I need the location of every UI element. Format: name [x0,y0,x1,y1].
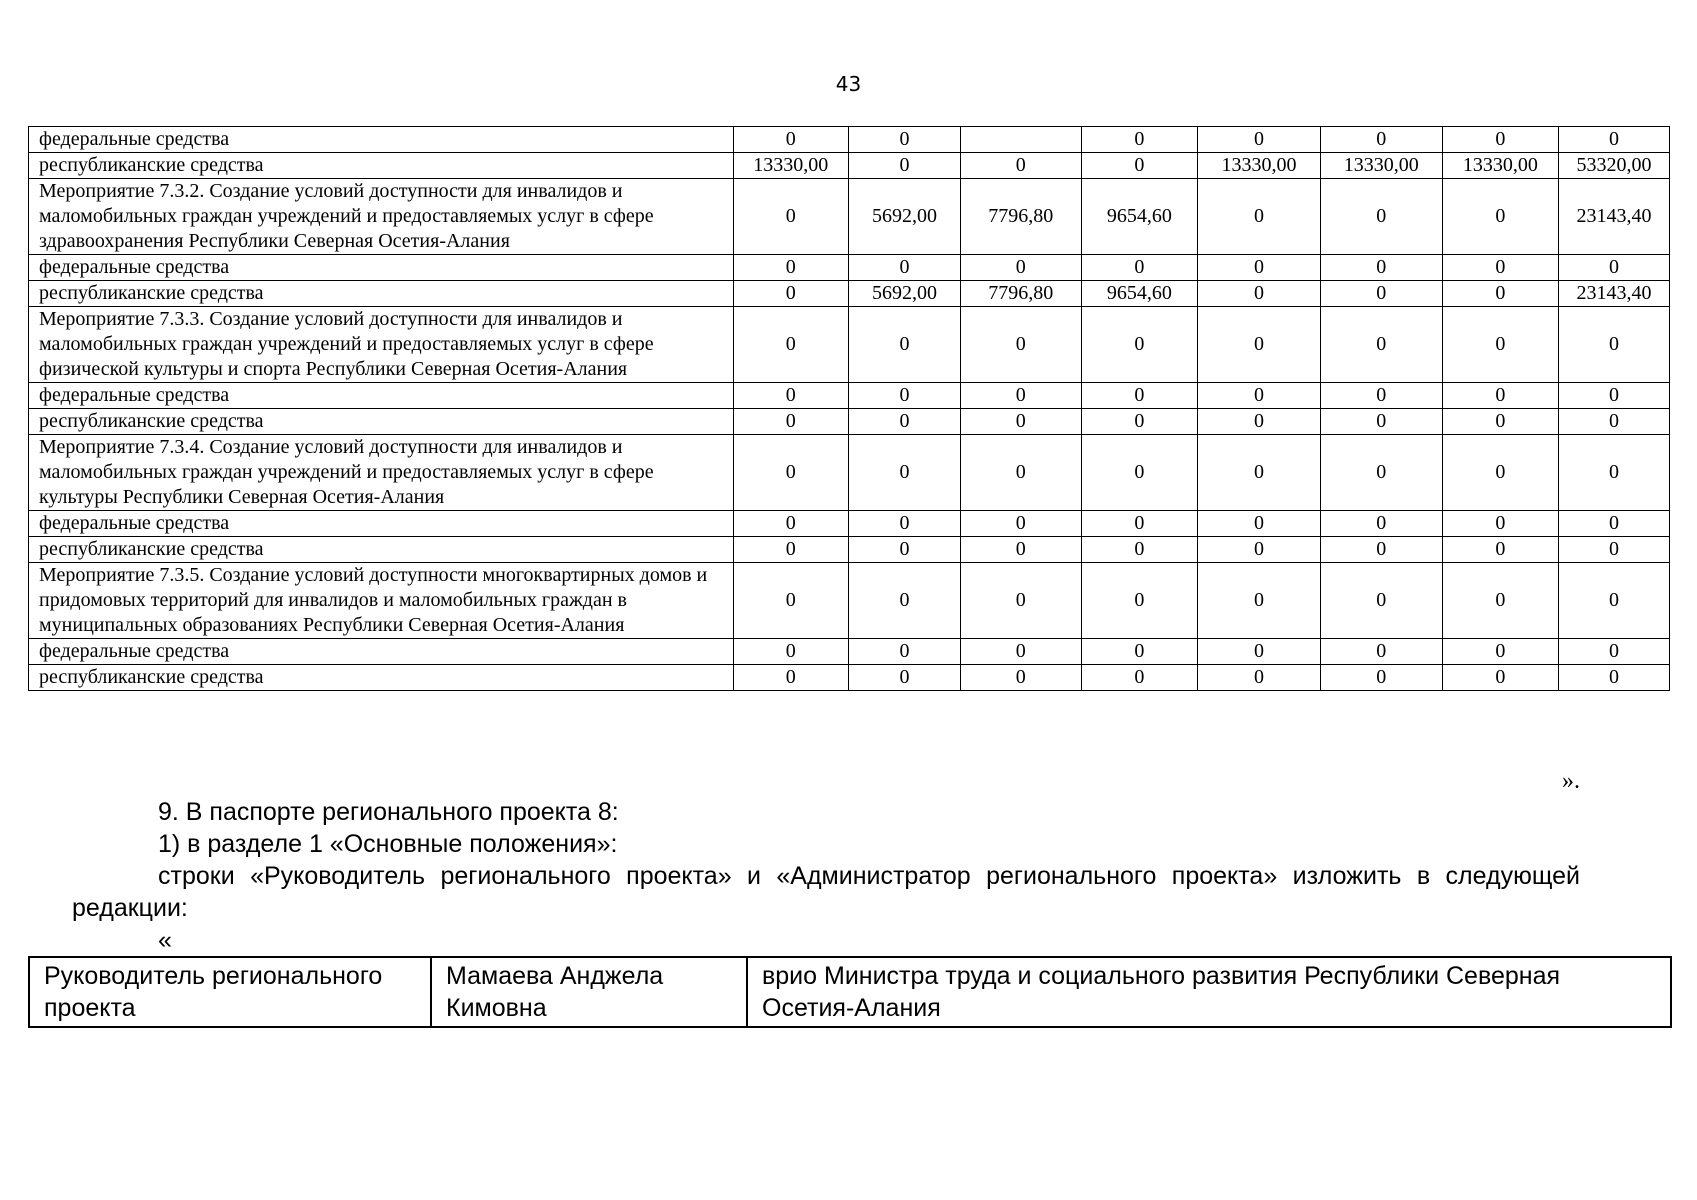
row-label: республиканские средства [29,665,734,691]
value-cell: 0 [1559,307,1670,383]
value-cell: 13330,00 [1442,153,1558,179]
value-cell: 0 [1442,435,1558,511]
value-cell: 0 [733,665,848,691]
value-cell: 9654,60 [1081,179,1197,255]
value-cell: 0 [960,665,1081,691]
value-cell: 0 [1081,307,1197,383]
row-label: федеральные средства [29,255,734,281]
value-cell: 0 [1442,409,1558,435]
value-cell: 0 [1442,639,1558,665]
value-cell: 0 [1442,179,1558,255]
table-row [29,435,1670,511]
value-cell: 0 [1559,409,1670,435]
value-cell: 0 [1559,435,1670,511]
value-cell: 0 [848,127,960,153]
value-cell: 0 [1320,179,1442,255]
page-number: 43 [835,72,862,96]
value-cell: 0 [1320,281,1442,307]
value-cell: 0 [848,665,960,691]
value-cell: 0 [1198,127,1321,153]
paragraph-item-9: 9. В паспорте регионального проекта 8: [158,798,619,826]
row-label: федеральные средства [29,511,734,537]
value-cell: 0 [1198,255,1321,281]
value-cell: 0 [733,511,848,537]
value-cell: 0 [1198,307,1321,383]
paragraph-instruction: строки «Руководитель регионального проекта» и «Администратор регионального проекта» изложить в следующей редакции: [72,862,1580,922]
table-row [29,153,1670,179]
table-row [29,409,1670,435]
table-row [29,127,1670,153]
value-cell: 0 [733,383,848,409]
value-cell: 7796,80 [960,179,1081,255]
row-label: Мероприятие 7.3.3. Создание условий доступности для инвалидов и маломобильных граждан учреждений и предоставляемых услуг в сфере физической культуры и спорта Республики Северная Осетия-Алания [29,307,734,383]
value-cell: 0 [848,255,960,281]
value-cell: 0 [1320,255,1442,281]
value-cell: 0 [848,563,960,639]
value-cell: 0 [1081,537,1197,563]
value-cell: 0 [1442,127,1558,153]
value-cell: 0 [848,307,960,383]
funding-table [28,126,1670,691]
value-cell: 0 [1320,383,1442,409]
value-cell: 0 [1198,537,1321,563]
row-label: республиканские средства [29,409,734,435]
row-label: федеральные средства [29,383,734,409]
value-cell: 0 [960,383,1081,409]
value-cell: 0 [848,639,960,665]
table-row [29,383,1670,409]
value-cell: 0 [1081,127,1197,153]
value-cell: 0 [1198,639,1321,665]
value-cell: 0 [960,307,1081,383]
value-cell: 9654,60 [1081,281,1197,307]
value-cell: 0 [1198,563,1321,639]
value-cell: 0 [733,281,848,307]
value-cell: 0 [848,153,960,179]
value-cell: 0 [733,307,848,383]
value-cell: 0 [1081,153,1197,179]
value-cell: 0 [960,537,1081,563]
value-cell: 0 [1081,255,1197,281]
value-cell: 23143,40 [1559,179,1670,255]
value-cell: 0 [1442,537,1558,563]
value-cell: 0 [960,563,1081,639]
value-cell: 0 [1442,383,1558,409]
value-cell: 13330,00 [1320,153,1442,179]
value-cell: 0 [848,537,960,563]
value-cell: 0 [1559,127,1670,153]
leader-row [29,957,1671,1027]
opening-quote: « [158,926,172,954]
value-cell: 0 [1559,665,1670,691]
value-cell: 0 [1081,409,1197,435]
value-cell: 0 [1198,435,1321,511]
value-cell: 0 [1320,409,1442,435]
value-cell: 0 [1559,563,1670,639]
value-cell: 0 [733,255,848,281]
value-cell: 0 [848,435,960,511]
value-cell: 0 [1320,511,1442,537]
leader-role-cell: Руководитель регионального проекта [29,957,431,1027]
table-row [29,255,1670,281]
row-label: Мероприятие 7.3.5. Создание условий доступности многоквартирных домов и придомовых территорий для инвалидов и маломобильных граждан в муниципальных образованиях Республики Северная Осетия-Алания [29,563,734,639]
value-cell: 0 [733,639,848,665]
value-cell: 0 [733,179,848,255]
value-cell: 0 [848,511,960,537]
value-cell: 0 [1198,179,1321,255]
paragraph-subitem-1: 1) в разделе 1 «Основные положения»: [158,830,618,858]
value-cell: 0 [1081,511,1197,537]
value-cell: 5692,00 [848,281,960,307]
value-cell: 0 [733,409,848,435]
value-cell: 0 [1559,639,1670,665]
table-row [29,511,1670,537]
value-cell: 0 [1081,435,1197,511]
table-row [29,563,1670,639]
value-cell: 0 [1559,255,1670,281]
value-cell: 0 [1198,281,1321,307]
value-cell: 5692,00 [848,179,960,255]
leader-position-cell: врио Министра труда и социального развития Республики Северная Осетия-Алания [747,957,1671,1027]
value-cell: 0 [1198,409,1321,435]
value-cell: 0 [960,511,1081,537]
value-cell: 53320,00 [1559,153,1670,179]
value-cell: 0 [1559,537,1670,563]
value-cell: 0 [960,255,1081,281]
value-cell: 0 [1320,537,1442,563]
value-cell: 0 [960,409,1081,435]
value-cell: 0 [1442,307,1558,383]
value-cell: 13330,00 [733,153,848,179]
leader-table [28,956,1672,1028]
value-cell: 0 [1442,511,1558,537]
row-label: республиканские средства [29,537,734,563]
value-cell: 0 [733,435,848,511]
row-label: Мероприятие 7.3.4. Создание условий доступности для инвалидов и маломобильных граждан учреждений и предоставляемых услуг в сфере культуры Республики Северная Осетия-Алания [29,435,734,511]
value-cell: 0 [733,537,848,563]
value-cell: 0 [960,435,1081,511]
row-label: республиканские средства [29,281,734,307]
value-cell: 0 [1081,665,1197,691]
value-cell: 13330,00 [1198,153,1321,179]
value-cell: 0 [1198,383,1321,409]
value-cell: 7796,80 [960,281,1081,307]
value-cell [960,127,1081,153]
row-label: федеральные средства [29,127,734,153]
value-cell: 0 [848,409,960,435]
closing-quote: ». [1562,768,1580,794]
leader-name-cell: Мамаева Анджела Кимовна [431,957,747,1027]
value-cell: 0 [1442,665,1558,691]
value-cell: 0 [1081,383,1197,409]
value-cell: 0 [1320,639,1442,665]
value-cell: 0 [733,563,848,639]
value-cell: 0 [1320,307,1442,383]
value-cell: 0 [1559,511,1670,537]
value-cell: 0 [1081,563,1197,639]
table-row [29,537,1670,563]
value-cell: 0 [1320,563,1442,639]
table-row [29,665,1670,691]
row-label: республиканские средства [29,153,734,179]
row-label: Мероприятие 7.3.2. Создание условий доступности для инвалидов и маломобильных граждан учреждений и предоставляемых услуг в сфере здравоохранения Республики Северная Осетия-Алания [29,179,734,255]
value-cell: 0 [1320,435,1442,511]
value-cell: 0 [1442,563,1558,639]
value-cell: 0 [848,383,960,409]
value-cell: 0 [1198,665,1321,691]
value-cell: 0 [960,639,1081,665]
value-cell: 0 [1442,281,1558,307]
row-label: федеральные средства [29,639,734,665]
value-cell: 0 [1559,383,1670,409]
value-cell: 0 [1081,639,1197,665]
value-cell: 0 [1442,255,1558,281]
value-cell: 0 [733,127,848,153]
value-cell: 0 [1320,127,1442,153]
value-cell: 0 [1198,511,1321,537]
table-row [29,307,1670,383]
table-row [29,281,1670,307]
table-row [29,179,1670,255]
table-row [29,639,1670,665]
value-cell: 0 [960,153,1081,179]
value-cell: 0 [1320,665,1442,691]
value-cell: 23143,40 [1559,281,1670,307]
